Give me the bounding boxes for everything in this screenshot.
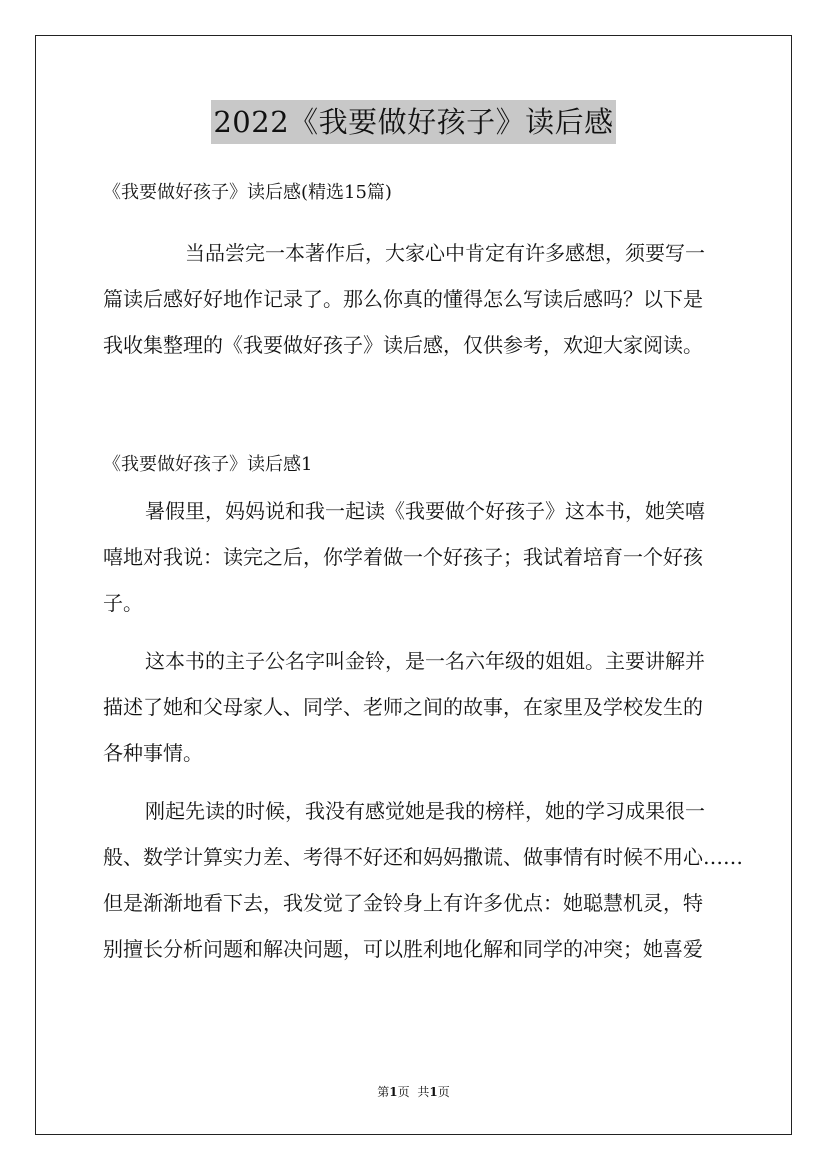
footer-page-prefix: 第 bbox=[377, 1085, 390, 1099]
footer-total-prefix: 共 bbox=[417, 1085, 430, 1099]
paragraph-line: 暑假里，妈妈说和我一起读《我要做个好孩子》这本书，她笑嘻 bbox=[145, 499, 705, 523]
paragraph-line: 别擅长分析问题和解决问题，可以胜利地化解和同学的冲突；她喜爱 bbox=[103, 937, 703, 961]
paragraph-line: 但是渐渐地看下去，我发觉了金铃身上有许多优点：她聪慧机灵，特 bbox=[103, 891, 703, 915]
intro-paragraph bbox=[103, 230, 743, 368]
section-heading: 《我要做好孩子》读后感1 bbox=[103, 454, 313, 475]
intro-line: 我收集整理的《我要做好孩子》读后感，仅供参考，欢迎大家阅读。 bbox=[103, 333, 703, 357]
paragraph-gap bbox=[103, 776, 743, 788]
paragraph-line: 各种事情。 bbox=[103, 741, 203, 765]
intro-line: 篇读后感好好地作记录了。那么你真的懂得怎么写读后感吗？以下是 bbox=[103, 287, 703, 311]
footer-total-suffix: 页 bbox=[437, 1085, 450, 1099]
paragraph-3 bbox=[103, 788, 743, 972]
document-title: 2022《我要做好孩子》读后感 bbox=[211, 100, 615, 144]
paragraph-1 bbox=[103, 488, 743, 626]
paragraph-line: 这本书的主子公名字叫金铃，是一名六年级的姐姐。主要讲解并 bbox=[145, 649, 705, 673]
title-container bbox=[0, 100, 827, 144]
paragraph-line: 子。 bbox=[103, 591, 143, 615]
essay-body bbox=[103, 488, 743, 972]
intro-line: 当品尝完一本著作后，大家心中肯定有许多感想，须要写一 bbox=[185, 241, 705, 265]
paragraph-line: 刚起先读的时候，我没有感觉她是我的榜样，她的学习成果很一 bbox=[145, 799, 705, 823]
footer-page-suffix: 页 bbox=[397, 1085, 410, 1099]
paragraph-line: 般、数学计算实力差、考得不好还和妈妈撒谎、做事情有时候不用心…… bbox=[103, 845, 743, 869]
footer-total-number: 1 bbox=[429, 1085, 438, 1099]
page-footer bbox=[0, 1083, 827, 1101]
paragraph-line: 描述了她和父母家人、同学、老师之间的故事，在家里及学校发生的 bbox=[103, 695, 703, 719]
footer-page-number: 1 bbox=[389, 1085, 398, 1099]
paragraph-line: 嘻地对我说：读完之后，你学着做一个好孩子；我试着培育一个好孩 bbox=[103, 545, 703, 569]
document-subtitle: 《我要做好孩子》读后感(精选15篇) bbox=[103, 182, 392, 203]
paragraph-gap bbox=[103, 626, 743, 638]
paragraph-2 bbox=[103, 638, 743, 776]
